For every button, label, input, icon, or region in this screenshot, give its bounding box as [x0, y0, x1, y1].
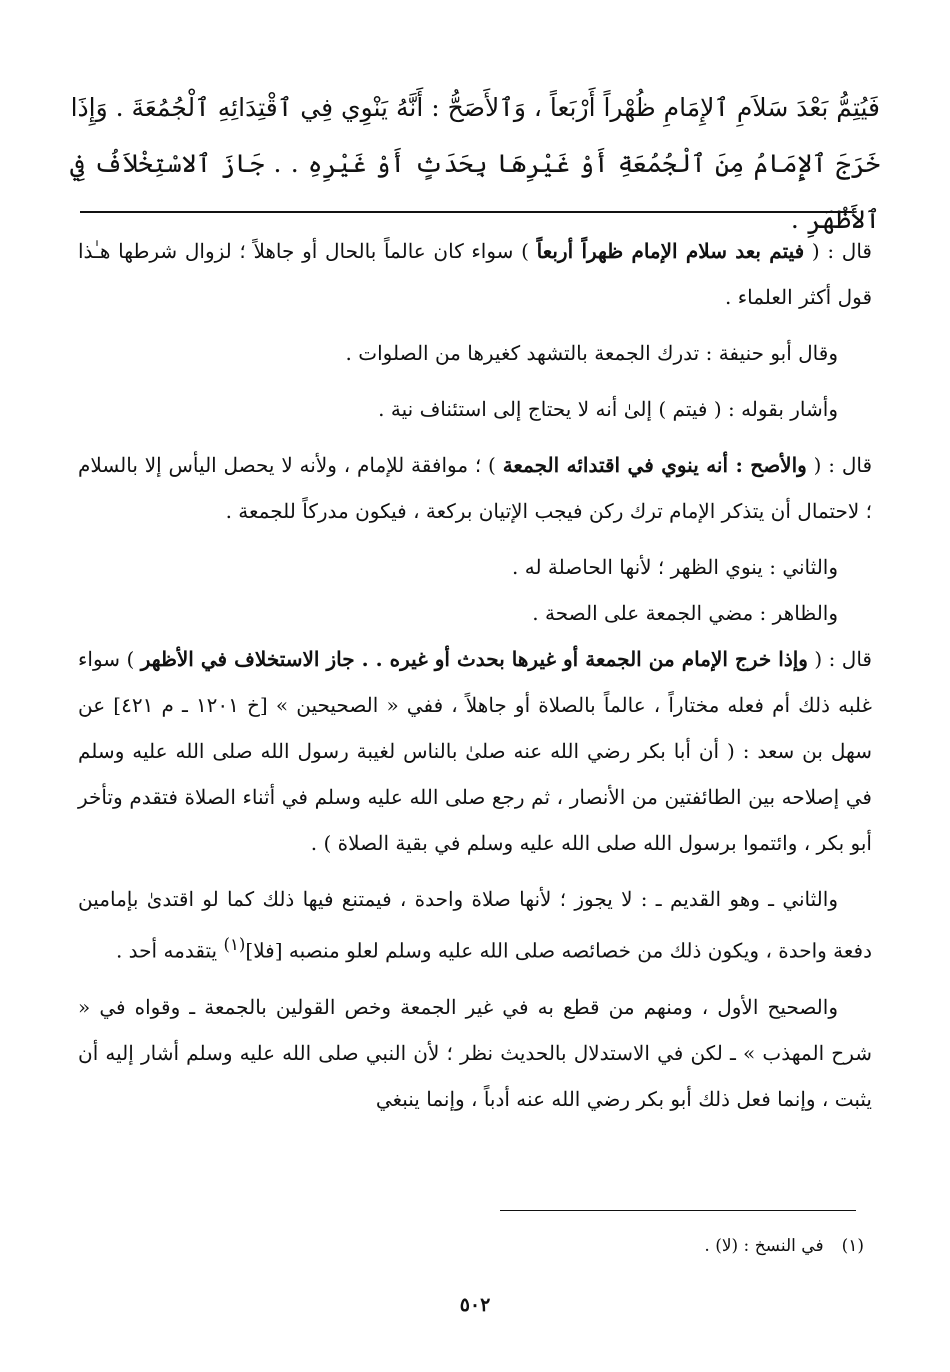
- explanation-text: ) سواء غلبه ذلك أم فعله مختاراً ، عالماً بالصلاة أو جاهلاً ، ففي « الصحيحين » [خ ١٢٠١ ـ م ٤٢١] عن سهل بن سعد : ( أن أبا بكر رضي الله عنه صلىٰ بالناس لغيبة رسول الله صلى الله عليه وسلم في إصلاحه بين الطائفتين من الأنصار ، ثم رجع صلى الله عليه وسلم في أثناء الصلاة فتقدم وتأخر أبو بكر ، وائتموا برسول الله صلى الله عليه وسلم في بقية الصلاة ) .: [78, 647, 872, 855]
- commentary-paragraph-3: وأشار بقوله : ( فيتم ) إلىٰ أنه لا يحتاج إلى استئناف نية .: [378, 397, 838, 421]
- lead-text: قال : (: [806, 453, 873, 477]
- paragraph-text-end: يتقدمه أحد .: [115, 938, 224, 963]
- paragraph-text: والثاني ـ وهو القديم ـ : لا يجوز ؛ لأنها صلاة واحدة ، فيمتنع فيها ذلك كما لو اقتدىٰ بإمامين دفعة واحدة ، ويكون ذلك من خصائصه صلى الله عليه وسلم لعلو منصبه: [78, 887, 872, 963]
- bracketed-word: [فلا]: [245, 938, 283, 963]
- footnote-reference: (١): [223, 935, 246, 954]
- commentary-paragraph-8: [78, 876, 872, 974]
- footnote: [704, 1232, 864, 1260]
- matn-separator-line: [80, 211, 852, 213]
- quoted-matn: والأصح : أنه ينوي في اقتدائه الجمعة: [502, 453, 807, 477]
- commentary-paragraph-2: وقال أبو حنيفة : تدرك الجمعة بالتشهد كغيرها من الصلوات .: [345, 341, 838, 365]
- footnote-separator-line: [500, 1210, 856, 1211]
- matn-line-2: خَرَجَ ٱلإِمَامُ مِنَ ٱلْجُمُعَةِ أَوْ غَيْرِهَا بِحَدَثٍ أَوْ غَيْرِهِ . . جَازَ ٱلاسْتِخْلاَفُ فِي ٱلأَظْهَرِ .: [70, 149, 880, 234]
- commentary-paragraph-1: [78, 228, 872, 320]
- matn-line-1: فَيُتِمُّ بَعْدَ سَلاَمِ ٱلإِمَامِ ظُهْراً أَرْبَعاً ، وَٱلأَصَحُّ : أَنَّهُ يَنْوِي فِي ٱقْتِدَائِهِ ٱلْجُمُعَةَ . وَإِذَا: [70, 93, 880, 122]
- commentary-paragraph-7: [78, 636, 872, 866]
- explanation-text: ) سواء كان عالماً بالحال أو جاهلاً ؛ لزوال شرطها هـٰذا قول أكثر العلماء .: [78, 239, 872, 309]
- footnote-text: في النسخ : (لا) .: [704, 1236, 824, 1256]
- lead-text: قال : (: [807, 647, 872, 671]
- quoted-matn: فيتم بعد سلام الإمام ظهراً أربعاً: [536, 239, 805, 263]
- commentary-paragraph-9: والصحيح الأول ، ومنهم من قطع به في غير الجمعة وخص القولين بالجمعة ـ وقواه في « شرح المهذب » ـ لكن في الاستدلال بالحديث نظر ؛ لأن النبي صلى الله عليه وسلم أشار إليه أن يثبت ، وإنما فعل ذلك أبو بكر رضي الله عنه أدباً ، وإنما ينبغي: [78, 994, 872, 1111]
- explanation-text: ) ؛ موافقة للإمام ، ولأنه لا يحصل اليأس إلا بالسلام ؛ لاحتمال أن يتذكر الإمام ترك ركن فيجب الإتيان بركعة ، فيكون مدركاً للجمعة .: [78, 453, 872, 523]
- page-number: ٥٠٢: [459, 1294, 491, 1316]
- footnote-number: (١): [841, 1236, 864, 1256]
- commentary-paragraph-5: والثاني : ينوي الظهر ؛ لأنها الحاصلة له .: [512, 555, 838, 579]
- lead-text: قال : (: [804, 239, 872, 263]
- commentary-paragraph-6: والظاهر : مضي الجمعة على الصحة .: [532, 601, 838, 625]
- commentary-text-block: [78, 228, 872, 1122]
- matn-text-block: [70, 80, 880, 248]
- quoted-matn: وإذا خرج الإمام من الجمعة أو غيرها بحدث أو غيره . . جاز الاستخلاف في الأظهر: [140, 647, 808, 671]
- commentary-paragraph-4: [78, 442, 872, 534]
